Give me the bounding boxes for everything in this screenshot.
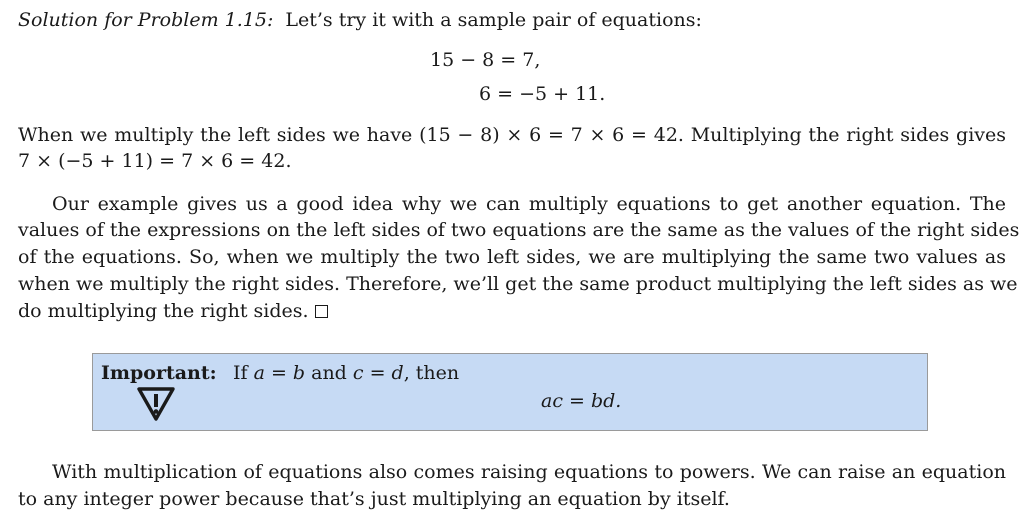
equals-sign-2: = <box>363 362 392 384</box>
solution-heading-line <box>18 9 702 31</box>
equals-sign-1: = <box>264 362 293 384</box>
paragraph-1-line-1: When we multiply the left sides we have (15 − 8) × 6 = 7 × 6 = 42. Multiplying the right sides gives <box>18 124 1006 146</box>
paragraph-1-line-2: 7 × (−5 + 11) = 7 × 6 = 42. <box>18 150 292 172</box>
important-text-suffix: , then <box>403 362 460 384</box>
var-a: a <box>253 362 265 384</box>
var-c: c <box>352 362 364 384</box>
qed-square-icon <box>315 305 328 318</box>
important-callout <box>92 353 928 431</box>
equation-1: 15 − 8 = 7, <box>430 49 541 71</box>
and-text: and <box>305 362 353 384</box>
paragraph-3-line-1: With multiplication of equations also comes raising equations to powers. We can raise an equation <box>52 461 1006 483</box>
paragraph-2-line-3: of the equations. So, when we multiply the two left sides, we are multiplying the same two values as <box>18 246 1006 268</box>
paragraph-2-line-5-text: do multiplying the right sides. <box>18 300 309 322</box>
solution-label: Solution for Problem 1.15: <box>18 9 274 31</box>
paragraph-2-line-1: Our example gives us a good idea why we can multiply equations to get another equation. The <box>52 193 1006 215</box>
solution-intro: Let’s try it with a sample pair of equations: <box>285 9 702 31</box>
var-b: b <box>292 362 306 384</box>
equation-2: 6 = −5 + 11. <box>479 83 606 105</box>
paragraph-3-line-2: to any integer power because that’s just multiplying an equation by itself. <box>18 488 730 510</box>
important-text-prefix: If <box>233 362 254 384</box>
warning-triangle-icon <box>135 384 177 424</box>
paragraph-2-line-2: values of the expressions on the left sides of two equations are the same as the values of the right sides <box>18 219 1020 241</box>
important-statement <box>233 362 459 384</box>
paragraph-2-line-4: when we multiply the right sides. Therefore, we’ll get the same product multiplying the left sides as we <box>18 273 1018 295</box>
important-result-equation: ac = bd. <box>541 390 622 412</box>
important-label: Important: <box>101 362 217 384</box>
var-d: d <box>391 362 404 384</box>
paragraph-2-line-5 <box>18 300 328 322</box>
